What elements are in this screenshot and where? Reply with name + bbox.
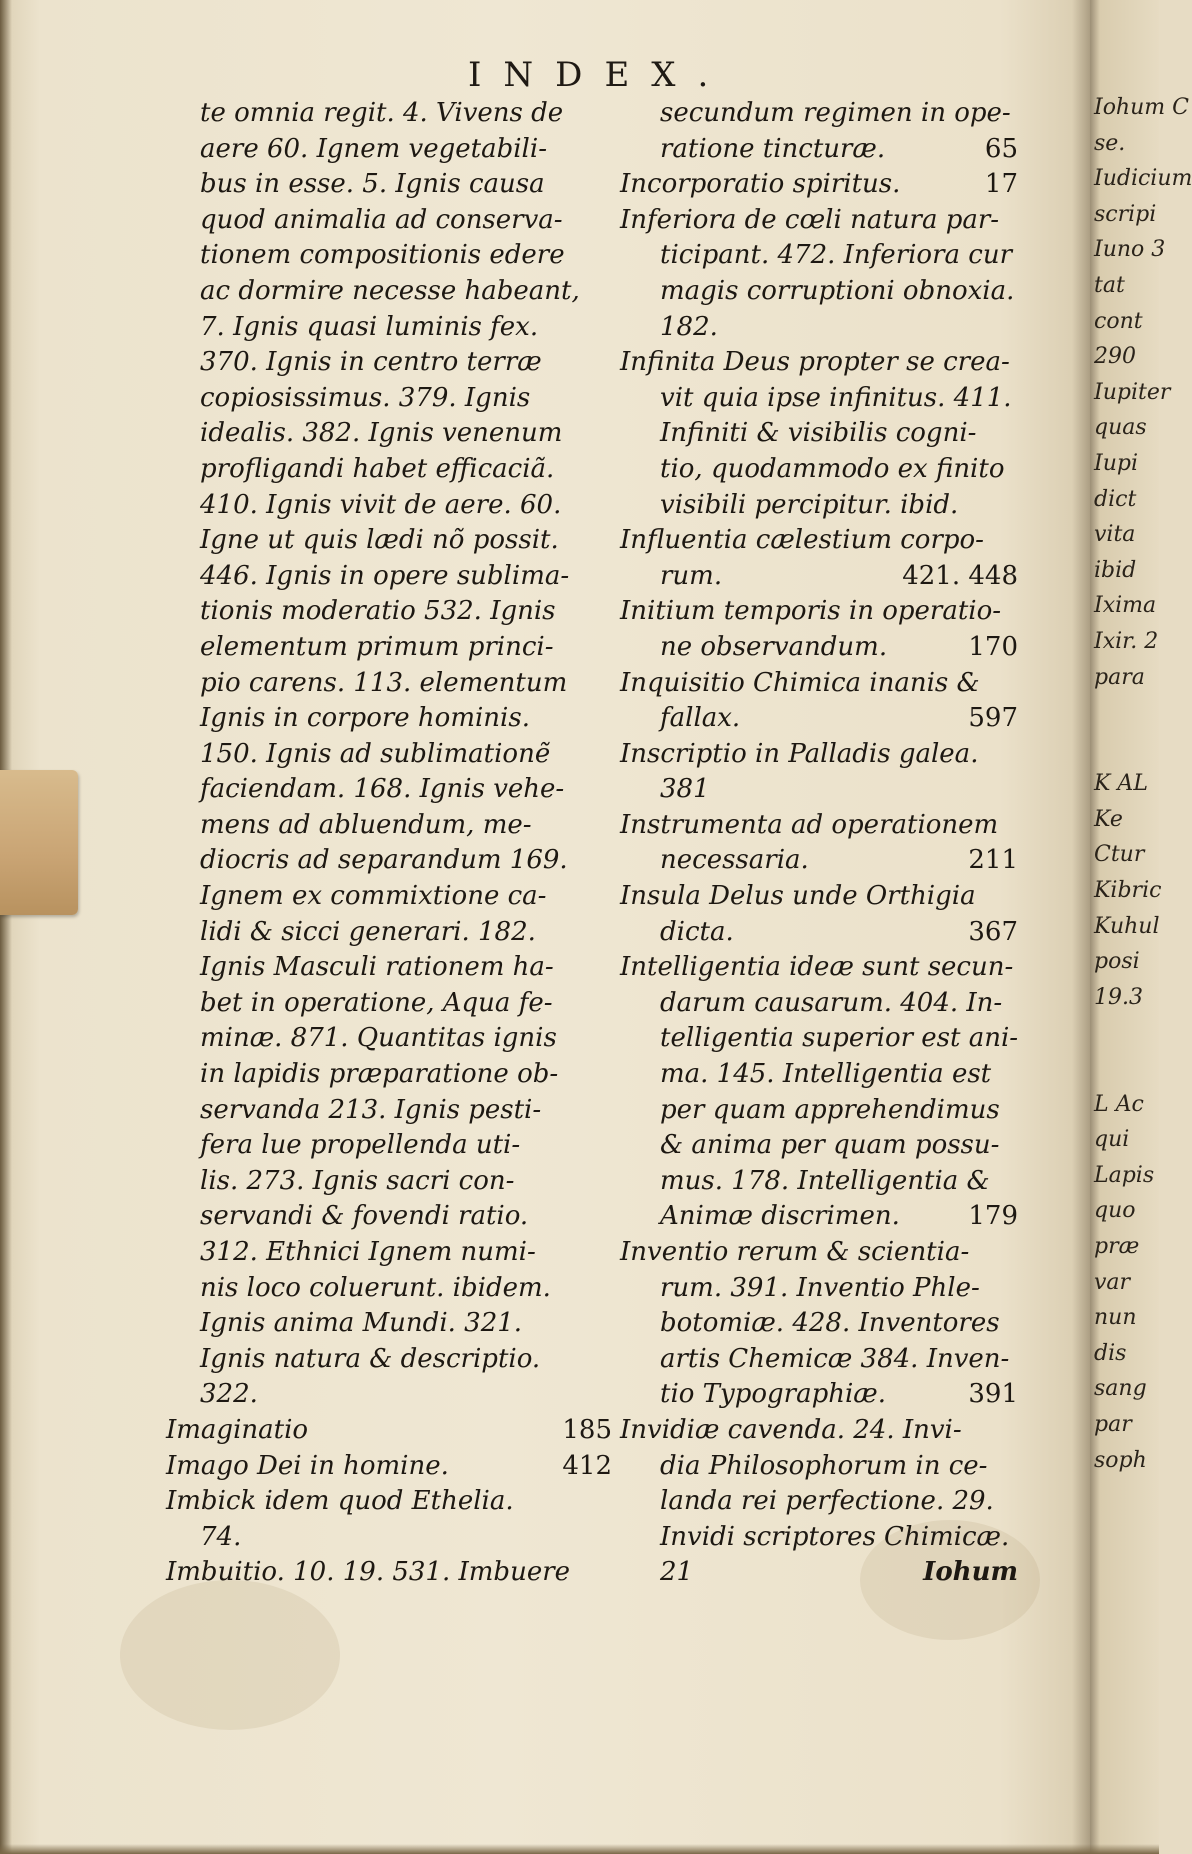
index-line	[200, 1342, 612, 1378]
index-entry-text: Infiniti & visibilis cogni-	[660, 418, 977, 449]
index-line	[200, 416, 612, 452]
facing-page-line: Ctur	[1094, 842, 1145, 868]
page-reference: 65	[984, 133, 1018, 164]
facing-page-line: dis	[1094, 1340, 1127, 1366]
index-line	[620, 630, 1018, 666]
index-entry-text: Insula Delus unde Orthigia	[620, 881, 976, 912]
index-line	[620, 523, 1018, 559]
index-line	[200, 1377, 612, 1413]
index-line	[620, 1093, 1018, 1129]
index-entry-text: darum causarum. 404. In-	[660, 987, 1003, 1018]
index-line	[620, 1484, 1018, 1520]
facing-page-line: var	[1094, 1269, 1131, 1295]
index-line	[200, 167, 612, 203]
index-entry-text: faciendam. 168. Ignis vehe-	[200, 774, 565, 805]
index-line	[620, 488, 1018, 524]
index-entry-text: Inventio rerum & scientia-	[620, 1237, 970, 1267]
index-entry-text: ne observandum.	[660, 631, 888, 662]
index-line	[200, 523, 612, 559]
index-line	[200, 1021, 612, 1057]
index-entry-text: bus in esse. 5. Ignis causa	[200, 169, 545, 200]
index-line	[620, 167, 1018, 203]
facing-page-line: quo	[1094, 1198, 1136, 1224]
index-entry-text: elementum primum princi-	[200, 631, 554, 662]
index-line	[200, 96, 612, 132]
facing-page-line: quas	[1094, 415, 1147, 441]
index-line	[200, 950, 612, 986]
index-line	[620, 1555, 1018, 1591]
page-reference: 211	[968, 845, 1018, 876]
index-line	[200, 594, 612, 630]
facing-page-line: qui	[1094, 1127, 1130, 1153]
page-reference: 367	[968, 916, 1018, 947]
index-line	[620, 737, 1018, 773]
facing-page-line: K AL	[1094, 771, 1148, 797]
index-entry-text: Instrumenta ad operationem	[620, 809, 999, 840]
index-line	[200, 879, 612, 915]
index-entry-text: ratione tincturæ.	[660, 133, 886, 164]
facing-page-line: 19.3	[1094, 984, 1143, 1010]
index-line	[620, 879, 1018, 915]
index-entry-text: Initium temporis in operatio-	[620, 596, 1002, 627]
index-line	[200, 630, 612, 666]
index-entry-text: 381	[660, 774, 710, 805]
index-line	[200, 1057, 612, 1093]
facing-page-line: Iupiter	[1094, 379, 1171, 405]
page-reference: 17	[984, 169, 1018, 200]
index-entry-text: Imbuitio. 10. 19. 531. Imbuere	[166, 1557, 571, 1588]
index-entry-text: dia Philosophorum in ce-	[660, 1450, 988, 1481]
index-entry-text: 370. Ignis in centro terræ	[200, 347, 542, 378]
index-entry-text: Ignis anima Mundi. 321.	[200, 1308, 523, 1339]
index-line	[200, 1306, 612, 1342]
index-line	[620, 559, 1018, 595]
index-entry-text: Invidi scriptores Chimicæ.	[660, 1521, 1010, 1552]
index-line	[200, 559, 612, 595]
index-entry-text: visibili percipitur. ibid.	[660, 489, 959, 520]
index-entry-text: tionem compositionis edere	[200, 240, 565, 271]
index-entry-text: 446. Ignis in opere sublima-	[200, 560, 570, 591]
facing-page-line: nun	[1094, 1305, 1137, 1331]
index-line	[166, 1484, 612, 1520]
index-line	[166, 1449, 612, 1485]
facing-page-line: 290	[1094, 344, 1136, 370]
index-line	[200, 238, 612, 274]
index-line	[166, 1413, 612, 1449]
index-line	[620, 1128, 1018, 1164]
index-entry-text: tionis moderatio 532. Ignis	[200, 596, 556, 627]
index-entry-text: minæ. 871. Quantitas ignis	[200, 1023, 557, 1054]
index-line	[620, 345, 1018, 381]
index-entry-text: bet in operatione, Aqua fe-	[200, 987, 553, 1018]
index-line	[620, 701, 1018, 737]
facing-page-line: L Ac	[1094, 1091, 1144, 1117]
index-entry-text: 21	[660, 1557, 694, 1588]
index-line	[620, 666, 1018, 702]
facing-page-line: Lapis	[1094, 1162, 1155, 1188]
index-line	[620, 843, 1018, 879]
index-line	[200, 203, 612, 239]
index-entry-text: Ignem ex commixtione ca-	[200, 881, 547, 912]
index-line	[200, 381, 612, 417]
facing-page-line	[1090, 731, 1192, 767]
index-entry-text: Inferiora de cœli natura par-	[620, 204, 1000, 235]
facing-page-line: soph	[1094, 1447, 1147, 1473]
page-bottom-edge	[0, 1844, 1159, 1854]
facing-page-line: para	[1094, 664, 1145, 690]
index-entry-text: lis. 273. Ignis sacri con-	[200, 1165, 515, 1196]
index-entry-text: Intelligentia ideæ sunt secun-	[620, 952, 1014, 983]
index-entry-text: copiosissimus. 379. Ignis	[200, 382, 531, 413]
facing-page	[1090, 0, 1192, 1854]
page-reference: 170	[968, 631, 1018, 662]
page-reference: 179	[968, 1201, 1018, 1232]
index-line	[200, 915, 612, 951]
index-line	[200, 666, 612, 702]
index-line	[200, 310, 612, 346]
index-line	[620, 310, 1018, 346]
facing-page-line	[1090, 695, 1192, 731]
index-entry-text: Influentia cælestium corpo-	[620, 525, 984, 556]
index-line	[620, 416, 1018, 452]
index-line	[200, 274, 612, 310]
index-entry-text: tio Typographiæ.	[660, 1379, 886, 1410]
index-line	[200, 772, 612, 808]
index-line	[200, 1235, 612, 1271]
index-entry-text: tio, quodammodo ex finito	[660, 453, 1005, 484]
index-entry-text: Imaginatio	[166, 1414, 309, 1445]
index-entry-text: Infinita Deus propter se crea-	[620, 347, 1010, 378]
index-line	[620, 594, 1018, 630]
facing-page-line: posi	[1094, 949, 1140, 975]
index-line	[620, 452, 1018, 488]
index-entry-text: Incorporatio spiritus.	[620, 169, 901, 200]
index-line	[200, 1128, 612, 1164]
index-entry-text: 312. Ethnici Ignem numi-	[200, 1237, 536, 1267]
index-entry-text: secundum regimen in ope-	[660, 98, 1011, 128]
index-entry-text: dicta.	[660, 916, 734, 947]
facing-page-line: Ixima	[1094, 593, 1157, 619]
index-line	[620, 274, 1018, 310]
facing-page-line: ibid	[1094, 557, 1137, 583]
index-line	[620, 381, 1018, 417]
index-entry-text: necessaria.	[660, 845, 809, 876]
index-entry-text: pio carens. 113. elementum	[200, 667, 568, 698]
index-entry-text: artis Chemicæ 384. Inven-	[660, 1343, 1010, 1374]
index-line	[620, 1235, 1018, 1271]
index-entry-text: mus. 178. Intelligentia &	[660, 1165, 990, 1196]
index-entry-text: rum. 391. Inventio Phle-	[660, 1272, 980, 1303]
index-line	[200, 488, 612, 524]
index-line	[620, 772, 1018, 808]
index-entry-text: Ignis natura & descriptio.	[200, 1343, 541, 1374]
index-line	[620, 1342, 1018, 1378]
index-line	[200, 737, 612, 773]
index-line	[200, 701, 612, 737]
index-line	[200, 808, 612, 844]
index-column-middle	[620, 96, 1018, 1591]
facing-page-line: Iudicium	[1094, 166, 1192, 192]
index-line	[200, 452, 612, 488]
index-entry-text: Invidiæ cavenda. 24. Invi-	[620, 1414, 962, 1445]
index-line	[200, 1271, 612, 1307]
index-entry-text: diocris ad separandum 169.	[200, 845, 568, 876]
index-entry-text: rum.	[660, 560, 723, 591]
index-line	[620, 1377, 1018, 1413]
index-entry-text: nis loco coluerunt. ibidem.	[200, 1272, 551, 1303]
facing-page-line: se.	[1094, 130, 1126, 156]
index-line	[620, 986, 1018, 1022]
index-entry-text: Ignis Masculi rationem ha-	[200, 952, 554, 983]
index-entry-text: aere 60. Ignem vegetabili-	[200, 133, 547, 164]
facing-page-line: tat	[1094, 272, 1125, 298]
index-entry-text: mens ad abluendum, me-	[200, 809, 532, 840]
index-line	[620, 1271, 1018, 1307]
index-line	[620, 203, 1018, 239]
facing-page-line: cont	[1094, 308, 1143, 334]
facing-page-line	[1090, 1051, 1192, 1087]
index-entry-text: landa rei perfectione. 29.	[660, 1486, 994, 1517]
bookmark-tab	[0, 770, 78, 915]
index-entry-text: fera lue propellenda uti-	[200, 1130, 521, 1161]
facing-page-line: dict	[1094, 486, 1137, 512]
index-entry-text: Inquisitio Chimica inanis &	[620, 667, 980, 698]
index-entry-text: 7. Ignis quasi luminis fex.	[200, 311, 539, 342]
index-line	[620, 1199, 1018, 1235]
facing-page-line: Iuno 3	[1094, 237, 1166, 263]
page-left-edge	[0, 0, 12, 1854]
index-line	[200, 345, 612, 381]
index-entry-text: te omnia regit. 4. Vivens de	[200, 98, 564, 128]
index-line	[620, 1306, 1018, 1342]
facing-page-line: Kibric	[1094, 878, 1162, 904]
index-entry-text: profligandi habet efficaciã.	[200, 453, 555, 484]
index-line	[200, 1199, 612, 1235]
paper-stain	[120, 1580, 340, 1730]
index-column-left	[166, 96, 612, 1591]
index-entry-text: fallax.	[660, 703, 741, 734]
index-entry-text: servandi & fovendi ratio.	[200, 1201, 529, 1232]
facing-page-line: par	[1094, 1411, 1132, 1437]
index-entry-text: Imbick idem quod Ethelia.	[166, 1486, 514, 1517]
page-reference: 421. 448	[902, 560, 1018, 591]
index-entry-text: Inscriptio in Palladis galea.	[620, 738, 979, 769]
index-entry-text: servanda 213. Ignis pesti-	[200, 1094, 542, 1125]
index-entry-text: 410. Ignis vivit de aere. 60.	[200, 489, 562, 520]
index-line	[620, 1164, 1018, 1200]
index-entry-text: & anima per quam possu-	[660, 1130, 1000, 1161]
page-reference: 597	[968, 703, 1018, 734]
index-line	[620, 1520, 1018, 1556]
page-reference: 412	[562, 1450, 612, 1481]
index-line	[200, 1520, 612, 1556]
index-line	[200, 132, 612, 168]
index-entry-text: lidi & sicci generari. 182.	[200, 916, 536, 947]
index-entry-text: idealis. 382. Ignis venenum	[200, 418, 563, 449]
facing-page-line: Iupi	[1094, 450, 1138, 476]
index-entry-text: Ignis in corpore hominis.	[200, 703, 530, 734]
catchword: Iohum	[923, 1557, 1018, 1588]
index-line	[166, 1555, 612, 1591]
facing-page-line: Iohum C	[1094, 95, 1189, 120]
index-line	[620, 238, 1018, 274]
index-entry-text: 74.	[200, 1521, 242, 1552]
index-line	[620, 950, 1018, 986]
index-entry-text: botomiæ. 428. Inventores	[660, 1308, 1000, 1339]
page-heading: INDEX.	[468, 55, 731, 95]
index-line	[620, 915, 1018, 951]
index-entry-text: Animæ discrimen.	[660, 1201, 900, 1232]
index-line	[620, 132, 1018, 168]
facing-page-line: sang	[1094, 1376, 1147, 1402]
index-line	[620, 1021, 1018, 1057]
index-line	[200, 1093, 612, 1129]
index-entry-text: per quam apprehendimus	[660, 1094, 1000, 1125]
page-reference: 185	[562, 1414, 612, 1445]
index-entry-text: Igne ut quis lædi nõ possit.	[200, 525, 559, 556]
index-line	[200, 843, 612, 879]
index-entry-text: 150. Ignis ad sublimationẽ	[200, 738, 551, 769]
index-entry-text: ac dormire necesse habeant,	[200, 275, 580, 306]
index-line	[620, 96, 1018, 132]
facing-page-text	[1090, 90, 1192, 1478]
index-entry-text: ticipant. 472. Inferiora cur	[660, 240, 1013, 271]
index-line	[200, 986, 612, 1022]
index-entry-text: Imago Dei in homine.	[166, 1450, 449, 1481]
facing-page-line: Ke	[1094, 806, 1123, 832]
index-line	[200, 1164, 612, 1200]
facing-page-line: præ	[1094, 1234, 1140, 1259]
index-entry-text: 322.	[200, 1379, 258, 1410]
facing-page-line: vita	[1094, 522, 1136, 548]
index-entry-text: 182.	[660, 311, 718, 342]
index-line	[620, 1449, 1018, 1485]
index-entry-text: quod animalia ad conserva-	[200, 204, 563, 235]
index-line	[620, 1413, 1018, 1449]
facing-page-line	[1090, 1015, 1192, 1051]
facing-page-line: Ixir. 2	[1094, 628, 1159, 654]
index-entry-text: telligentia superior est ani-	[660, 1023, 1019, 1054]
page-reference: 391	[968, 1379, 1018, 1410]
index-entry-text: magis corruptioni obnoxia.	[660, 275, 1015, 306]
index-line	[620, 1057, 1018, 1093]
index-line	[620, 808, 1018, 844]
index-entry-text: ma. 145. Intelligentia est	[660, 1059, 992, 1090]
facing-page-line: Kuhul	[1094, 913, 1160, 939]
index-entry-text: vit quia ipse infinitus. 411.	[660, 382, 1012, 413]
facing-page-line: scripi	[1094, 201, 1157, 227]
index-entry-text: in lapidis præparatione ob-	[200, 1059, 559, 1090]
